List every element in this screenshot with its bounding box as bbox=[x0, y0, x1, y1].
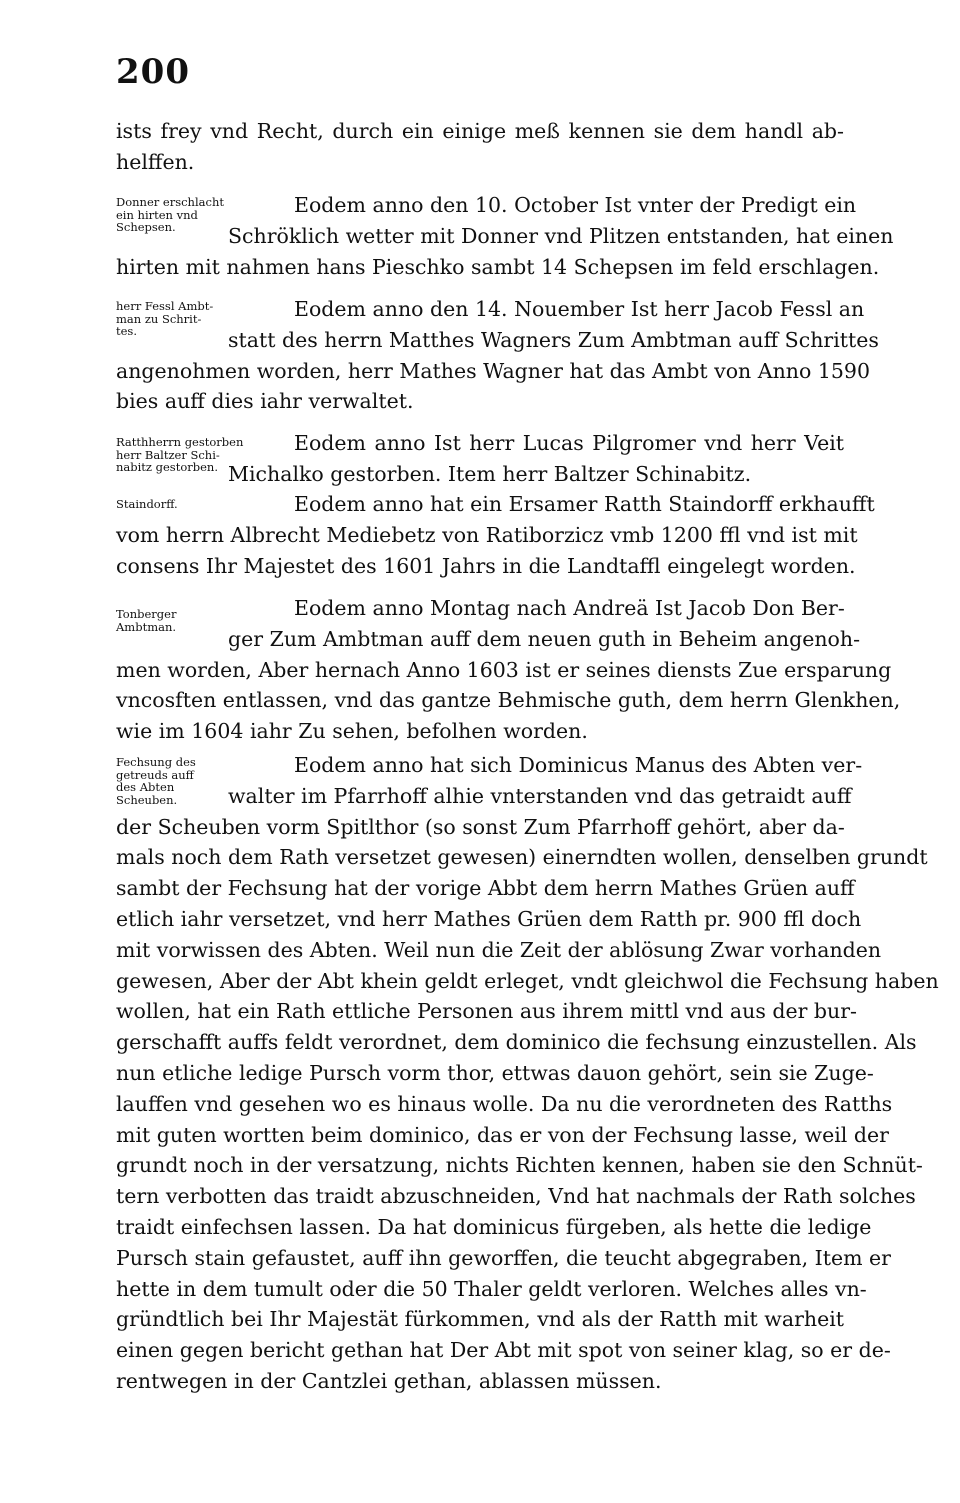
text-line: ists frey vnd Recht, durch ein einige meß kennen sie dem handl ab- bbox=[116, 119, 844, 143]
text-line: Eodem anno den 10. October Ist vnter der Predigt ein bbox=[294, 193, 857, 217]
text-line: walter im Pfarrhoff alhie vnterstanden vnd das getraidt auff bbox=[228, 783, 852, 808]
text-line: einen gegen bericht gethan hat Der Abt mit spot von seiner klag, so er de- bbox=[116, 1338, 891, 1363]
text-line: mals noch dem Rath versetzet gewesen) einerndten wollen, denselben grundt bbox=[116, 845, 928, 870]
text-line: etlich iahr versetzet, vnd herr Mathes Grüen dem Ratth pr. 900 ffl doch bbox=[116, 906, 862, 931]
text-line: Michalko gestorben. Item herr Baltzer Schinabitz. bbox=[228, 461, 752, 486]
paragraph-tonberger bbox=[116, 593, 901, 747]
text-line: gewesen, Aber der Abt khein geldt erleget, vndt gleichwol die Fechsung haben bbox=[116, 968, 939, 993]
text-line: ger Zum Ambtman auff dem neuen guth in Beheim angenoh- bbox=[228, 626, 861, 651]
text-line: mit guten wortten beim dominico, das er von der Fechsung lasse, weil der bbox=[116, 1122, 889, 1147]
paragraph-fessl bbox=[116, 294, 879, 417]
text-line: Pursch stain gefaustet, auff ihn geworffen, die teucht abgegraben, Item er bbox=[116, 1245, 891, 1270]
paragraph-staindorff bbox=[116, 489, 875, 581]
margin-note-donner: Donner erschlacht ein hirten vnd Schepsen. bbox=[116, 195, 224, 234]
text-line: Eodem anno hat sich Dominicus Manus des Abten ver- bbox=[294, 753, 863, 777]
text-line: grundt noch in der versatzung, nichts Richten kennen, haben sie den Schnüt- bbox=[116, 1153, 923, 1178]
text-line: wie im 1604 iahr Zu sehen, befolhen worden. bbox=[116, 719, 588, 744]
text-line: rentwegen in der Cantzlei gethan, ablassen müssen. bbox=[116, 1368, 662, 1393]
text-line: wollen, hat ein Rath ettliche Personen aus ihrem mittl vnd aus der bur- bbox=[116, 999, 857, 1024]
text-line: hirten mit nahmen hans Pieschko sambt 14 Schepsen im feld erschlagen. bbox=[116, 254, 880, 279]
text-line: der Scheuben vorm Spitlthor (so sonst Zum Pfarrhoff gehört, aber da- bbox=[116, 814, 845, 839]
margin-note-fechsung: Fechsung des getreuds auff des Abten Scheuben. bbox=[116, 755, 196, 807]
margin-note-staindorff: Staindorff. bbox=[116, 497, 178, 511]
text-line: bies auff dies iahr verwaltet. bbox=[116, 389, 414, 414]
text-line: consens Ihr Majestet des 1601 Jahrs in die Landtaffl eingelegt worden. bbox=[116, 553, 856, 578]
text-line: gründtlich bei Ihr Majestät fürkommen, vnd als der Ratth mit warheit bbox=[116, 1307, 844, 1332]
margin-note-rathsherrn: Ratthherrn gestorben herr Baltzer Schi- nabitz gestorben. bbox=[116, 435, 244, 474]
text-line: nun etliche ledige Pursch vorm thor, ettwas dauon gehört, sein sie Zuge- bbox=[116, 1060, 874, 1085]
text-line: Schröklich wetter mit Donner vnd Plitzen entstanden, hat einen bbox=[228, 223, 894, 248]
text-line: sambt der Fechsung hat der vorige Abbt dem herrn Mathes Grüen auff bbox=[116, 876, 855, 901]
margin-note-fessl: herr Fessl Ambt- man zu Schrit- tes. bbox=[116, 299, 214, 338]
paragraph-fechsung bbox=[116, 750, 939, 1397]
margin-note-tonberger: Tonberger Ambtman. bbox=[116, 607, 177, 634]
text-line: gerschafft auffs feldt verordnet, dem dominico die fechsung einzustellen. Als bbox=[116, 1030, 917, 1055]
text-line: men worden, Aber hernach Anno 1603 ist er seines diensts Zue ersparung bbox=[116, 657, 892, 682]
text-line: helffen. bbox=[116, 149, 195, 174]
text-line: vncosften entlassen, vnd das gantze Behmische guth, dem herrn Glenkhen, bbox=[116, 688, 901, 713]
text-line: hette in dem tumult oder die 50 Thaler geldt verloren. Welches alles vn- bbox=[116, 1276, 867, 1301]
text-line: Eodem anno hat ein Ersamer Ratth Staindorff erkhaufft bbox=[294, 492, 875, 516]
text-line: mit vorwissen des Abten. Weil nun die Zeit der ablösung Zwar vorhanden bbox=[116, 937, 882, 962]
text-line: tern verbotten das traidt abzuschneiden, Vnd hat nachmals der Rath solches bbox=[116, 1184, 916, 1209]
text-line: Eodem anno Montag nach Andreä Ist Jacob Don Ber- bbox=[294, 596, 845, 620]
text-line: vom herrn Albrecht Mediebetz von Ratiborzicz vmb 1200 ffl vnd ist mit bbox=[116, 522, 858, 547]
paragraph-donner bbox=[116, 190, 894, 282]
page-number: 200 bbox=[116, 52, 190, 92]
text-line: statt des herrn Matthes Wagners Zum Ambtman auff Schrittes bbox=[228, 327, 879, 352]
text-line: Eodem anno Ist herr Lucas Pilgromer vnd herr Veit bbox=[294, 431, 844, 455]
text-line: traidt einfechsen lassen. Da hat dominicus fürgeben, als hette die ledige bbox=[116, 1214, 872, 1239]
paragraph-intro bbox=[116, 116, 844, 178]
paragraph-rathsherrn bbox=[116, 428, 844, 490]
text-line: lauffen vnd gesehen wo es hinaus wolle. Da nu die verordneten des Ratths bbox=[116, 1091, 893, 1116]
text-line: angenohmen worden, herr Mathes Wagner hat das Ambt von Anno 1590 bbox=[116, 358, 871, 383]
text-line: Eodem anno den 14. Nouember Ist herr Jacob Fessl an bbox=[294, 297, 865, 321]
